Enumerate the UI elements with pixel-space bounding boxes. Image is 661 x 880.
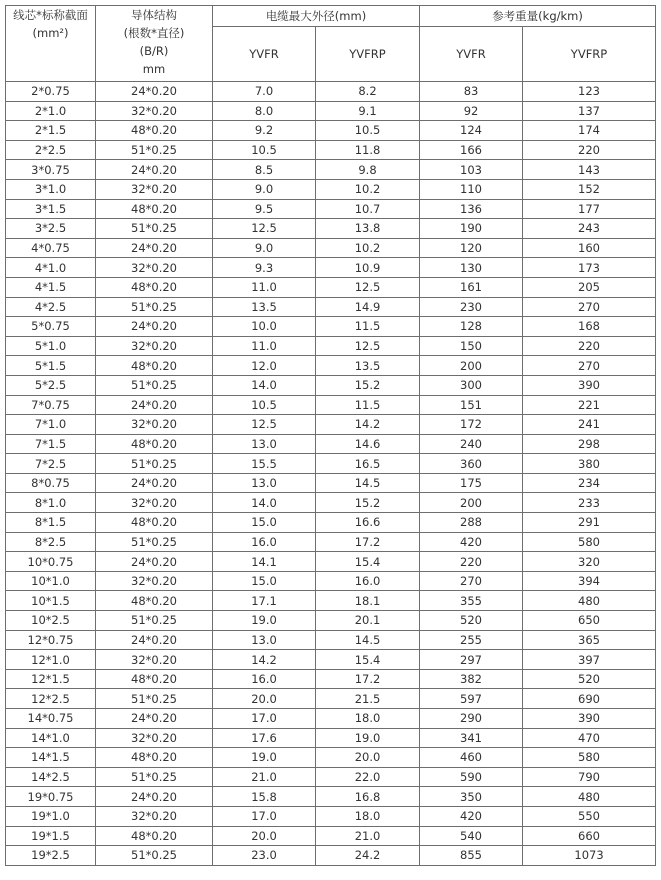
core-section-cell: 14*1.5 [6,748,96,768]
core-section-cell: 10*1.0 [6,571,96,591]
weight-yvfr-cell: 270 [420,571,523,591]
weight-yvfrp-cell: 173 [523,258,656,278]
conductor-structure-cell: 24*0.20 [96,238,213,258]
weight-yvfr-cell: 355 [420,591,523,611]
table-row [6,689,656,709]
weight-yvfr-cell: 172 [420,415,523,435]
table-row [6,179,656,199]
diameter-yvfr-cell: 16.0 [213,532,316,552]
weight-yvfrp-cell: 243 [523,219,656,239]
diameter-yvfr-cell: 8.5 [213,160,316,180]
core-section-cell: 8*1.5 [6,513,96,533]
diameter-yvfr-cell: 15.0 [213,513,316,533]
weight-yvfrp-cell: 298 [523,434,656,454]
conductor-structure-cell: 51*0.25 [96,297,213,317]
weight-yvfr-cell: 128 [420,317,523,337]
weight-yvfr-cell: 151 [420,395,523,415]
diameter-yvfr-cell: 10.5 [213,395,316,415]
core-section-cell: 2*1.5 [6,121,96,141]
diameter-yvfrp-cell: 16.8 [316,787,420,807]
weight-yvfr-cell: 460 [420,748,523,768]
header-core-section-line1: 线芯*标称截面 [13,8,88,22]
diameter-yvfrp-cell: 19.0 [316,728,420,748]
diameter-yvfrp-cell: 10.9 [316,258,420,278]
conductor-structure-cell: 24*0.20 [96,787,213,807]
diameter-yvfrp-cell: 18.0 [316,806,420,826]
diameter-yvfrp-cell: 11.5 [316,317,420,337]
table-header [6,6,656,82]
weight-yvfr-cell: 120 [420,238,523,258]
weight-yvfr-cell: 190 [420,219,523,239]
core-section-cell: 2*1.0 [6,101,96,121]
core-section-cell: 5*2.5 [6,375,96,395]
diameter-yvfr-cell: 19.0 [213,748,316,768]
diameter-yvfr-cell: 12.5 [213,219,316,239]
core-section-cell: 7*1.5 [6,434,96,454]
weight-yvfrp-cell: 480 [523,787,656,807]
conductor-structure-cell: 48*0.20 [96,434,213,454]
conductor-structure-cell: 32*0.20 [96,179,213,199]
core-section-cell: 2*2.5 [6,140,96,160]
diameter-yvfrp-cell: 20.1 [316,611,420,631]
weight-yvfr-cell: 150 [420,336,523,356]
diameter-yvfr-cell: 13.0 [213,473,316,493]
weight-yvfr-cell: 341 [420,728,523,748]
table-row [6,199,656,219]
table-row [6,611,656,631]
weight-yvfrp-cell: 480 [523,591,656,611]
conductor-structure-cell: 51*0.25 [96,846,213,866]
diameter-yvfrp-cell: 9.1 [316,101,420,121]
diameter-yvfrp-cell: 10.2 [316,179,420,199]
header-conductor-line4: mm [142,62,166,76]
diameter-yvfrp-cell: 14.6 [316,434,420,454]
weight-yvfr-cell: 360 [420,454,523,474]
core-section-cell: 8*1.0 [6,493,96,513]
table-row [6,415,656,435]
core-section-cell: 19*2.5 [6,846,96,866]
weight-yvfrp-cell: 690 [523,689,656,709]
conductor-structure-cell: 32*0.20 [96,571,213,591]
diameter-yvfr-cell: 15.8 [213,787,316,807]
diameter-yvfr-cell: 11.0 [213,277,316,297]
table-row [6,434,656,454]
core-section-cell: 8*2.5 [6,532,96,552]
weight-yvfrp-cell: 137 [523,101,656,121]
diameter-yvfrp-cell: 18.1 [316,591,420,611]
table-row [6,787,656,807]
table-row [6,375,656,395]
diameter-yvfrp-cell: 11.8 [316,140,420,160]
header-max-outer-diameter: 电缆最大外径(mm) [213,6,420,27]
core-section-cell: 7*1.0 [6,415,96,435]
weight-yvfr-cell: 420 [420,532,523,552]
table-row [6,219,656,239]
table-row [6,806,656,826]
core-section-cell: 4*1.0 [6,258,96,278]
core-section-cell: 12*1.5 [6,669,96,689]
core-section-cell: 19*1.5 [6,826,96,846]
weight-yvfr-cell: 230 [420,297,523,317]
core-section-cell: 12*1.0 [6,650,96,670]
weight-yvfrp-cell: 291 [523,513,656,533]
core-section-cell: 5*1.0 [6,336,96,356]
table-row [6,82,656,102]
diameter-yvfrp-cell: 14.5 [316,630,420,650]
diameter-yvfrp-cell: 15.4 [316,650,420,670]
core-section-cell: 10*0.75 [6,552,96,572]
weight-yvfrp-cell: 520 [523,669,656,689]
weight-yvfrp-cell: 233 [523,493,656,513]
weight-yvfr-cell: 297 [420,650,523,670]
diameter-yvfr-cell: 23.0 [213,846,316,866]
diameter-yvfr-cell: 9.0 [213,179,316,199]
diameter-yvfrp-cell: 18.0 [316,709,420,729]
table-row [6,297,656,317]
diameter-yvfr-cell: 9.5 [213,199,316,219]
diameter-yvfr-cell: 7.0 [213,82,316,102]
conductor-structure-cell: 51*0.25 [96,454,213,474]
conductor-structure-cell: 32*0.20 [96,650,213,670]
weight-yvfrp-cell: 397 [523,650,656,670]
weight-yvfrp-cell: 790 [523,767,656,787]
diameter-yvfrp-cell: 12.5 [316,336,420,356]
weight-yvfr-cell: 175 [420,473,523,493]
weight-yvfrp-cell: 177 [523,199,656,219]
table-row [6,630,656,650]
weight-yvfrp-cell: 650 [523,611,656,631]
weight-yvfrp-cell: 234 [523,473,656,493]
diameter-yvfr-cell: 15.0 [213,571,316,591]
core-section-cell: 7*0.75 [6,395,96,415]
diameter-yvfr-cell: 14.1 [213,552,316,572]
header-diameter-yvfr: YVFR [213,27,316,82]
diameter-yvfrp-cell: 14.2 [316,415,420,435]
header-core-section-line2: (mm²) [32,26,69,40]
header-conductor-line2: (根数*直径) [123,26,185,40]
weight-yvfrp-cell: 470 [523,728,656,748]
weight-yvfrp-cell: 123 [523,82,656,102]
conductor-structure-cell: 48*0.20 [96,748,213,768]
conductor-structure-cell: 32*0.20 [96,728,213,748]
header-core-section [6,6,96,82]
conductor-structure-cell: 24*0.20 [96,317,213,337]
conductor-structure-cell: 24*0.20 [96,160,213,180]
table-row [6,336,656,356]
conductor-structure-cell: 48*0.20 [96,669,213,689]
weight-yvfr-cell: 103 [420,160,523,180]
weight-yvfr-cell: 288 [420,513,523,533]
weight-yvfr-cell: 382 [420,669,523,689]
diameter-yvfrp-cell: 24.2 [316,846,420,866]
core-section-cell: 19*1.0 [6,806,96,826]
diameter-yvfrp-cell: 15.2 [316,493,420,513]
core-section-cell: 3*2.5 [6,219,96,239]
diameter-yvfrp-cell: 10.5 [316,121,420,141]
cable-spec-table [5,5,656,866]
weight-yvfr-cell: 520 [420,611,523,631]
diameter-yvfr-cell: 17.6 [213,728,316,748]
table-row [6,709,656,729]
header-diameter-yvfrp: YVFRP [316,27,420,82]
core-section-cell: 8*0.75 [6,473,96,493]
diameter-yvfr-cell: 10.5 [213,140,316,160]
weight-yvfr-cell: 200 [420,493,523,513]
weight-yvfrp-cell: 168 [523,317,656,337]
table-row [6,140,656,160]
conductor-structure-cell: 51*0.25 [96,140,213,160]
diameter-yvfr-cell: 20.0 [213,689,316,709]
table-row [6,356,656,376]
core-section-cell: 5*1.5 [6,356,96,376]
weight-yvfr-cell: 200 [420,356,523,376]
diameter-yvfrp-cell: 13.8 [316,219,420,239]
weight-yvfr-cell: 350 [420,787,523,807]
diameter-yvfrp-cell: 9.8 [316,160,420,180]
table-row [6,532,656,552]
conductor-structure-cell: 51*0.25 [96,611,213,631]
weight-yvfrp-cell: 174 [523,121,656,141]
diameter-yvfrp-cell: 11.5 [316,395,420,415]
table-row [6,552,656,572]
weight-yvfrp-cell: 580 [523,532,656,552]
weight-yvfrp-cell: 152 [523,179,656,199]
weight-yvfr-cell: 220 [420,552,523,572]
weight-yvfr-cell: 420 [420,806,523,826]
conductor-structure-cell: 51*0.25 [96,767,213,787]
diameter-yvfr-cell: 15.5 [213,454,316,474]
core-section-cell: 2*0.75 [6,82,96,102]
diameter-yvfrp-cell: 16.0 [316,571,420,591]
conductor-structure-cell: 24*0.20 [96,473,213,493]
weight-yvfrp-cell: 580 [523,748,656,768]
weight-yvfr-cell: 290 [420,709,523,729]
diameter-yvfrp-cell: 12.5 [316,277,420,297]
diameter-yvfrp-cell: 17.2 [316,532,420,552]
weight-yvfr-cell: 240 [420,434,523,454]
conductor-structure-cell: 32*0.20 [96,806,213,826]
weight-yvfrp-cell: 390 [523,709,656,729]
weight-yvfrp-cell: 205 [523,277,656,297]
weight-yvfrp-cell: 241 [523,415,656,435]
weight-yvfrp-cell: 365 [523,630,656,650]
diameter-yvfrp-cell: 15.2 [316,375,420,395]
diameter-yvfr-cell: 14.0 [213,493,316,513]
table-row [6,826,656,846]
table-row [6,591,656,611]
diameter-yvfr-cell: 12.5 [213,415,316,435]
diameter-yvfr-cell: 20.0 [213,826,316,846]
table-row [6,493,656,513]
core-section-cell: 10*1.5 [6,591,96,611]
diameter-yvfr-cell: 13.5 [213,297,316,317]
table-row [6,669,656,689]
table-row [6,454,656,474]
weight-yvfrp-cell: 160 [523,238,656,258]
core-section-cell: 3*1.0 [6,179,96,199]
weight-yvfr-cell: 110 [420,179,523,199]
core-section-cell: 12*2.5 [6,689,96,709]
diameter-yvfr-cell: 8.0 [213,101,316,121]
table-row [6,513,656,533]
conductor-structure-cell: 48*0.20 [96,513,213,533]
diameter-yvfr-cell: 16.0 [213,669,316,689]
diameter-yvfrp-cell: 21.5 [316,689,420,709]
diameter-yvfr-cell: 17.0 [213,709,316,729]
table-body [6,82,656,866]
conductor-structure-cell: 48*0.20 [96,199,213,219]
header-weight-yvfr: YVFR [420,27,523,82]
diameter-yvfr-cell: 13.0 [213,434,316,454]
weight-yvfrp-cell: 143 [523,160,656,180]
diameter-yvfr-cell: 12.0 [213,356,316,376]
weight-yvfrp-cell: 390 [523,375,656,395]
weight-yvfrp-cell: 221 [523,395,656,415]
weight-yvfr-cell: 597 [420,689,523,709]
diameter-yvfrp-cell: 13.5 [316,356,420,376]
weight-yvfrp-cell: 380 [523,454,656,474]
diameter-yvfr-cell: 9.3 [213,258,316,278]
core-section-cell: 14*2.5 [6,767,96,787]
diameter-yvfrp-cell: 17.2 [316,669,420,689]
diameter-yvfr-cell: 13.0 [213,630,316,650]
diameter-yvfr-cell: 11.0 [213,336,316,356]
diameter-yvfrp-cell: 16.6 [316,513,420,533]
core-section-cell: 14*0.75 [6,709,96,729]
weight-yvfrp-cell: 270 [523,297,656,317]
weight-yvfr-cell: 590 [420,767,523,787]
table-row [6,728,656,748]
conductor-structure-cell: 32*0.20 [96,493,213,513]
table-row [6,748,656,768]
header-row-top [6,6,656,27]
conductor-structure-cell: 24*0.20 [96,709,213,729]
table-row [6,277,656,297]
weight-yvfr-cell: 124 [420,121,523,141]
weight-yvfrp-cell: 270 [523,356,656,376]
core-section-cell: 4*2.5 [6,297,96,317]
conductor-structure-cell: 51*0.25 [96,375,213,395]
header-reference-weight: 参考重量(kg/km) [420,6,656,27]
header-conductor-structure [96,6,213,82]
weight-yvfrp-cell: 550 [523,806,656,826]
conductor-structure-cell: 24*0.20 [96,395,213,415]
diameter-yvfrp-cell: 10.7 [316,199,420,219]
weight-yvfrp-cell: 394 [523,571,656,591]
table-row [6,258,656,278]
table-row [6,571,656,591]
conductor-structure-cell: 48*0.20 [96,121,213,141]
diameter-yvfr-cell: 17.0 [213,806,316,826]
weight-yvfrp-cell: 220 [523,140,656,160]
core-section-cell: 4*1.5 [6,277,96,297]
weight-yvfrp-cell: 1073 [523,846,656,866]
weight-yvfr-cell: 540 [420,826,523,846]
table-row [6,650,656,670]
conductor-structure-cell: 48*0.20 [96,356,213,376]
conductor-structure-cell: 48*0.20 [96,591,213,611]
conductor-structure-cell: 24*0.20 [96,630,213,650]
table-row [6,160,656,180]
diameter-yvfrp-cell: 10.2 [316,238,420,258]
header-conductor-line1: 导体结构 [131,8,177,22]
table-row [6,238,656,258]
core-section-cell: 12*0.75 [6,630,96,650]
core-section-cell: 14*1.0 [6,728,96,748]
weight-yvfrp-cell: 660 [523,826,656,846]
conductor-structure-cell: 24*0.20 [96,552,213,572]
diameter-yvfr-cell: 19.0 [213,611,316,631]
table-row [6,101,656,121]
conductor-structure-cell: 32*0.20 [96,101,213,121]
weight-yvfr-cell: 161 [420,277,523,297]
conductor-structure-cell: 32*0.20 [96,415,213,435]
diameter-yvfr-cell: 21.0 [213,767,316,787]
table-row [6,317,656,337]
core-section-cell: 3*0.75 [6,160,96,180]
core-section-cell: 7*2.5 [6,454,96,474]
weight-yvfrp-cell: 320 [523,552,656,572]
diameter-yvfrp-cell: 14.9 [316,297,420,317]
diameter-yvfr-cell: 10.0 [213,317,316,337]
weight-yvfr-cell: 255 [420,630,523,650]
weight-yvfrp-cell: 220 [523,336,656,356]
diameter-yvfrp-cell: 16.5 [316,454,420,474]
diameter-yvfrp-cell: 21.0 [316,826,420,846]
table-row [6,473,656,493]
diameter-yvfr-cell: 9.2 [213,121,316,141]
core-section-cell: 19*0.75 [6,787,96,807]
table-row [6,395,656,415]
core-section-cell: 4*0.75 [6,238,96,258]
diameter-yvfr-cell: 14.0 [213,375,316,395]
core-section-cell: 10*2.5 [6,611,96,631]
diameter-yvfr-cell: 9.0 [213,238,316,258]
table-row [6,846,656,866]
table-row [6,767,656,787]
conductor-structure-cell: 51*0.25 [96,689,213,709]
header-weight-yvfrp: YVFRP [523,27,656,82]
diameter-yvfrp-cell: 20.0 [316,748,420,768]
conductor-structure-cell: 51*0.25 [96,219,213,239]
core-section-cell: 3*1.5 [6,199,96,219]
weight-yvfr-cell: 130 [420,258,523,278]
weight-yvfr-cell: 83 [420,82,523,102]
weight-yvfr-cell: 300 [420,375,523,395]
conductor-structure-cell: 51*0.25 [96,532,213,552]
diameter-yvfrp-cell: 15.4 [316,552,420,572]
table-row [6,121,656,141]
conductor-structure-cell: 24*0.20 [96,82,213,102]
header-conductor-line3: (B/R) [139,44,169,58]
diameter-yvfr-cell: 14.2 [213,650,316,670]
conductor-structure-cell: 48*0.20 [96,277,213,297]
conductor-structure-cell: 48*0.20 [96,826,213,846]
core-section-cell: 5*0.75 [6,317,96,337]
diameter-yvfrp-cell: 8.2 [316,82,420,102]
conductor-structure-cell: 32*0.20 [96,336,213,356]
weight-yvfr-cell: 92 [420,101,523,121]
weight-yvfr-cell: 855 [420,846,523,866]
diameter-yvfrp-cell: 22.0 [316,767,420,787]
diameter-yvfr-cell: 17.1 [213,591,316,611]
conductor-structure-cell: 32*0.20 [96,258,213,278]
weight-yvfr-cell: 136 [420,199,523,219]
diameter-yvfrp-cell: 14.5 [316,473,420,493]
weight-yvfr-cell: 166 [420,140,523,160]
